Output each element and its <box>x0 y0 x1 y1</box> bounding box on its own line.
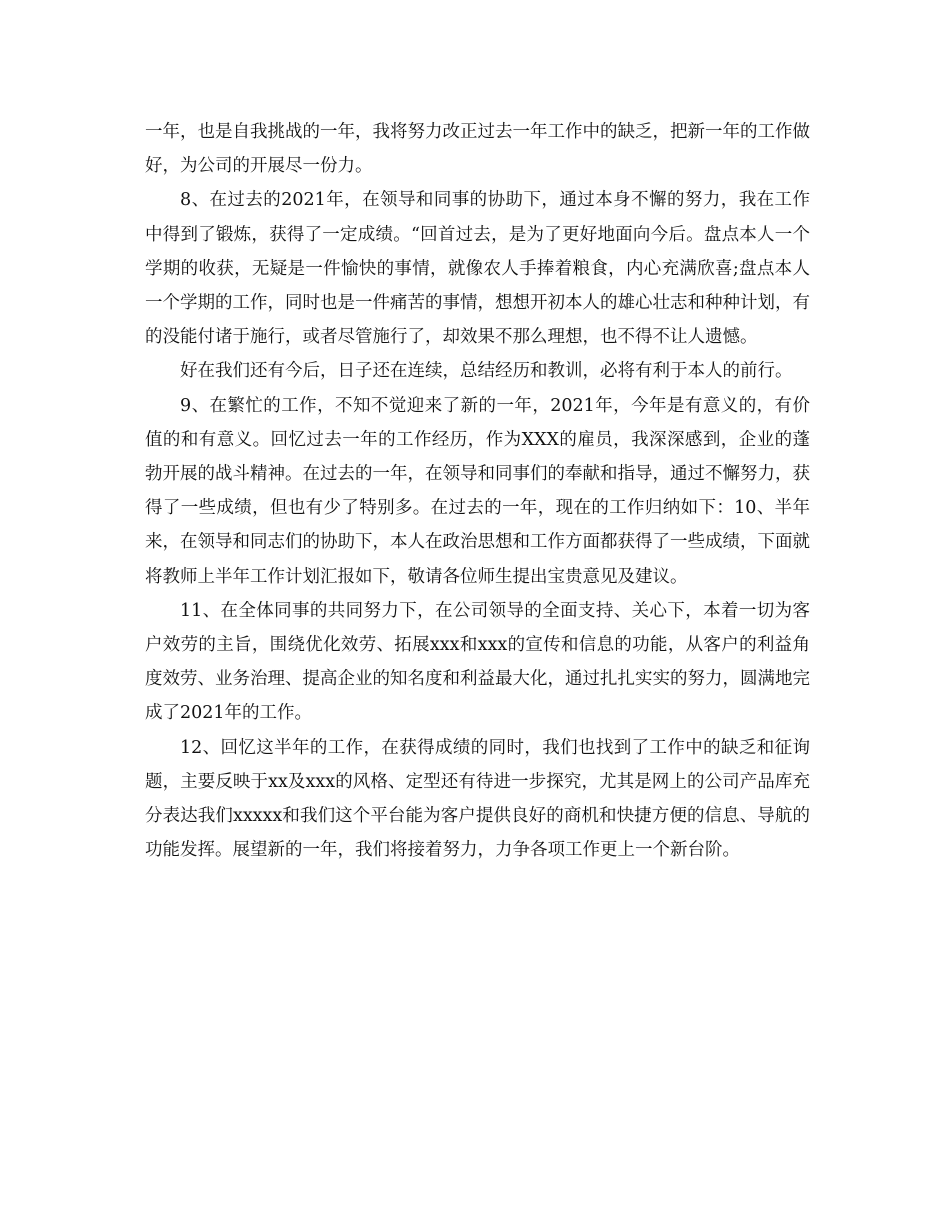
paragraph-4: 9、在繁忙的工作，不知不觉迎来了新的一年，2021年，今年是有意义的，有价值的和有意义。回忆过去一年的工作经历，作为XXX的雇员，我深深感到，企业的蓬勃开展的战斗精神。在过去的一年，在领导和同事们的奉献和指导，通过不懈努力，获得了一些成绩，但也有少了特别多。在过去的一年，现在的工作归纳如下：10、半年来，在领导和同志们的协助下，本人在政治思想和工作方面都获得了一些成绩，下面就将教师上半年工作计划汇报如下，敬请各位师生提出宝贵意见及建议。 <box>145 395 810 587</box>
paragraph-3: 好在我们还有今后，日子还在连续，总结经历和教训，必将有利于本人的前行。 <box>180 361 793 382</box>
paragraph-6: 12、回忆这半年的工作，在获得成绩的同时，我们也找到了工作中的缺乏和征询题，主要反映于xx及xxx的风格、定型还有待进一步探究，尤其是网上的公司产品库充分表达我们xxxxx和我们这个平台能为客户提供良好的商机和快捷方便的信息、导航的功能发挥。展望新的一年，我们将接着努力，力争各项工作更上一个新台阶。 <box>145 737 810 861</box>
document-body <box>145 115 810 867</box>
paragraph-5: 11、在全体同事的共同努力下，在公司领导的全面支持、关心下，本着一切为客户效劳的主旨，围绕优化效劳、拓展xxx和xxx的宣传和信息的功能，从客户的利益角度效劳、业务治理、提高企业的知名度和利益最大化，通过扎扎实实的努力，圆满地完成了2021年的工作。 <box>145 600 810 724</box>
paragraph-1: 一年，也是自我挑战的一年，我将努力改正过去一年工作中的缺乏，把新一年的工作做好，为公司的开展尽一份力。 <box>145 122 810 177</box>
paragraph-2: 8、在过去的2021年，在领导和同事的协助下，通过本身不懈的努力，我在工作中得到了锻炼，获得了一定成绩。“回首过去，是为了更好地面向今后。盘点本人一个学期的收获，无疑是一件愉快的事情，就像农人手捧着粮食，内心充满欣喜;盘点本人一个学期的工作，同时也是一件痛苦的事情，想想开初本人的雄心壮志和种种计划，有的没能付诸于施行，或者尽管施行了，却效果不那么理想，也不得不让人遗憾。 <box>145 190 810 348</box>
